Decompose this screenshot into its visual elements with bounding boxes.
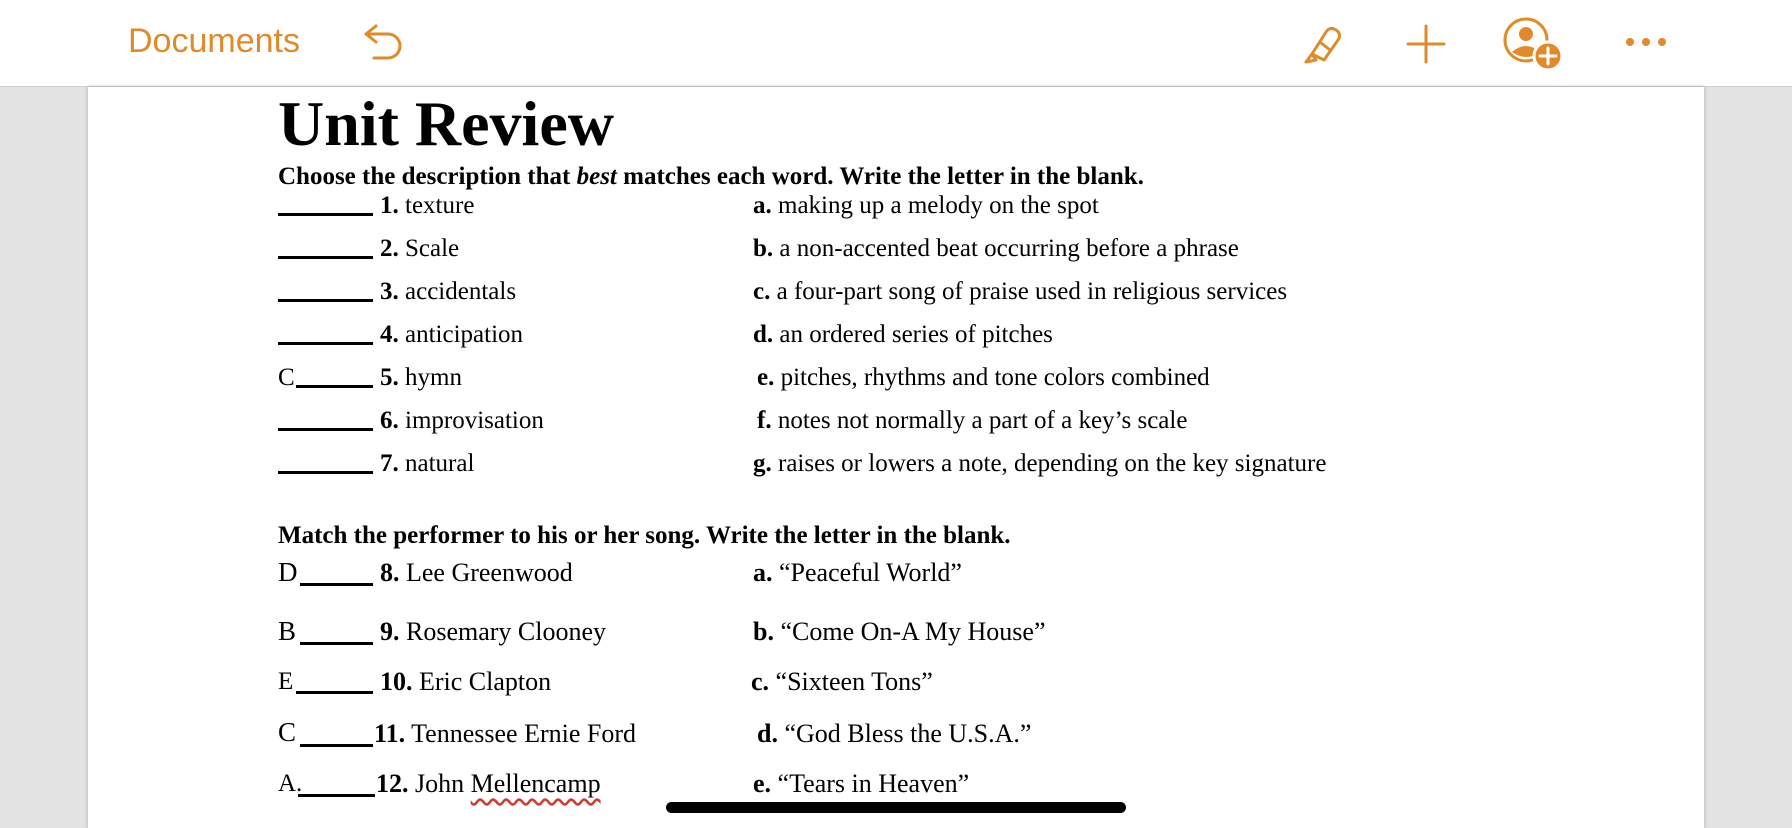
- answer-text[interactable]: C: [278, 717, 297, 747]
- answer-blank[interactable]: [278, 256, 373, 259]
- answer-blank[interactable]: [296, 691, 373, 694]
- answer-blank[interactable]: [278, 213, 373, 216]
- home-indicator[interactable]: [666, 802, 1126, 813]
- term-item: 10. Eric Clapton: [380, 667, 552, 696]
- plus-icon[interactable]: [1404, 22, 1448, 66]
- answer-blank[interactable]: [278, 299, 373, 302]
- term-item: 2. Scale: [380, 235, 460, 262]
- answer-blank[interactable]: [300, 642, 373, 645]
- description-item: b. “Come On-A My House”: [753, 617, 1046, 646]
- answer-text[interactable]: E: [278, 668, 294, 695]
- term-item: 6. improvisation: [380, 407, 544, 434]
- description-item: a. making up a melody on the spot: [753, 192, 1099, 219]
- answer-blank[interactable]: [278, 428, 373, 431]
- answer-text[interactable]: D: [278, 557, 298, 587]
- section1-instruction: Choose the description that best matches each word. Write the letter in the blank.: [278, 163, 1144, 190]
- term-item: 11. Tennessee Ernie Ford: [374, 719, 636, 748]
- description-item: e. “Tears in Heaven”: [753, 769, 970, 798]
- answer-blank[interactable]: [300, 583, 373, 586]
- documents-button[interactable]: Documents: [128, 22, 300, 60]
- spellcheck-word[interactable]: Mellencamp: [470, 769, 601, 798]
- emphasis-best: best: [576, 163, 617, 190]
- description-item: c. “Sixteen Tons”: [751, 667, 933, 696]
- term-item: 7. natural: [380, 450, 475, 477]
- description-item: g. raises or lowers a note, depending on the key signature: [753, 450, 1327, 477]
- description-item: f. notes not normally a part of a key’s scale: [757, 407, 1188, 434]
- answer-blank[interactable]: [278, 342, 373, 345]
- page-title: Unit Review: [278, 88, 614, 159]
- more-icon[interactable]: [1622, 34, 1670, 50]
- term-item: 8. Lee Greenwood: [380, 558, 573, 587]
- top-toolbar: [0, 0, 1792, 87]
- description-item: d. an ordered series of pitches: [753, 321, 1053, 348]
- answer-blank[interactable]: [300, 744, 373, 747]
- description-item: a. “Peaceful World”: [753, 558, 962, 587]
- answer-text[interactable]: A.: [278, 770, 303, 797]
- add-collaborator-icon[interactable]: [1502, 16, 1564, 74]
- answer-blank[interactable]: [298, 794, 375, 797]
- undo-icon[interactable]: [360, 22, 406, 66]
- term-item: 1. texture: [380, 192, 475, 219]
- paintbrush-icon[interactable]: [1300, 20, 1348, 68]
- description-item: e. pitches, rhythms and tone colors combined: [757, 364, 1210, 391]
- answer-text[interactable]: B: [278, 616, 297, 646]
- term-item: 5. hymn: [380, 364, 462, 391]
- term-item: 3. accidentals: [380, 278, 517, 305]
- section2-instruction: Match the performer to his or her song. Write the letter in the blank.: [278, 522, 1011, 549]
- answer-text[interactable]: C: [278, 364, 295, 391]
- term-item: 4. anticipation: [380, 321, 524, 348]
- description-item: d. “God Bless the U.S.A.”: [757, 719, 1032, 748]
- answer-blank[interactable]: [296, 385, 373, 388]
- term-item: 9. Rosemary Clooney: [380, 617, 607, 646]
- description-item: c. a four-part song of praise used in religious services: [753, 278, 1288, 305]
- description-item: b. a non-accented beat occurring before a phrase: [753, 235, 1239, 262]
- answer-blank[interactable]: [278, 471, 373, 474]
- term-item: 12. John Mellencamp: [376, 769, 601, 798]
